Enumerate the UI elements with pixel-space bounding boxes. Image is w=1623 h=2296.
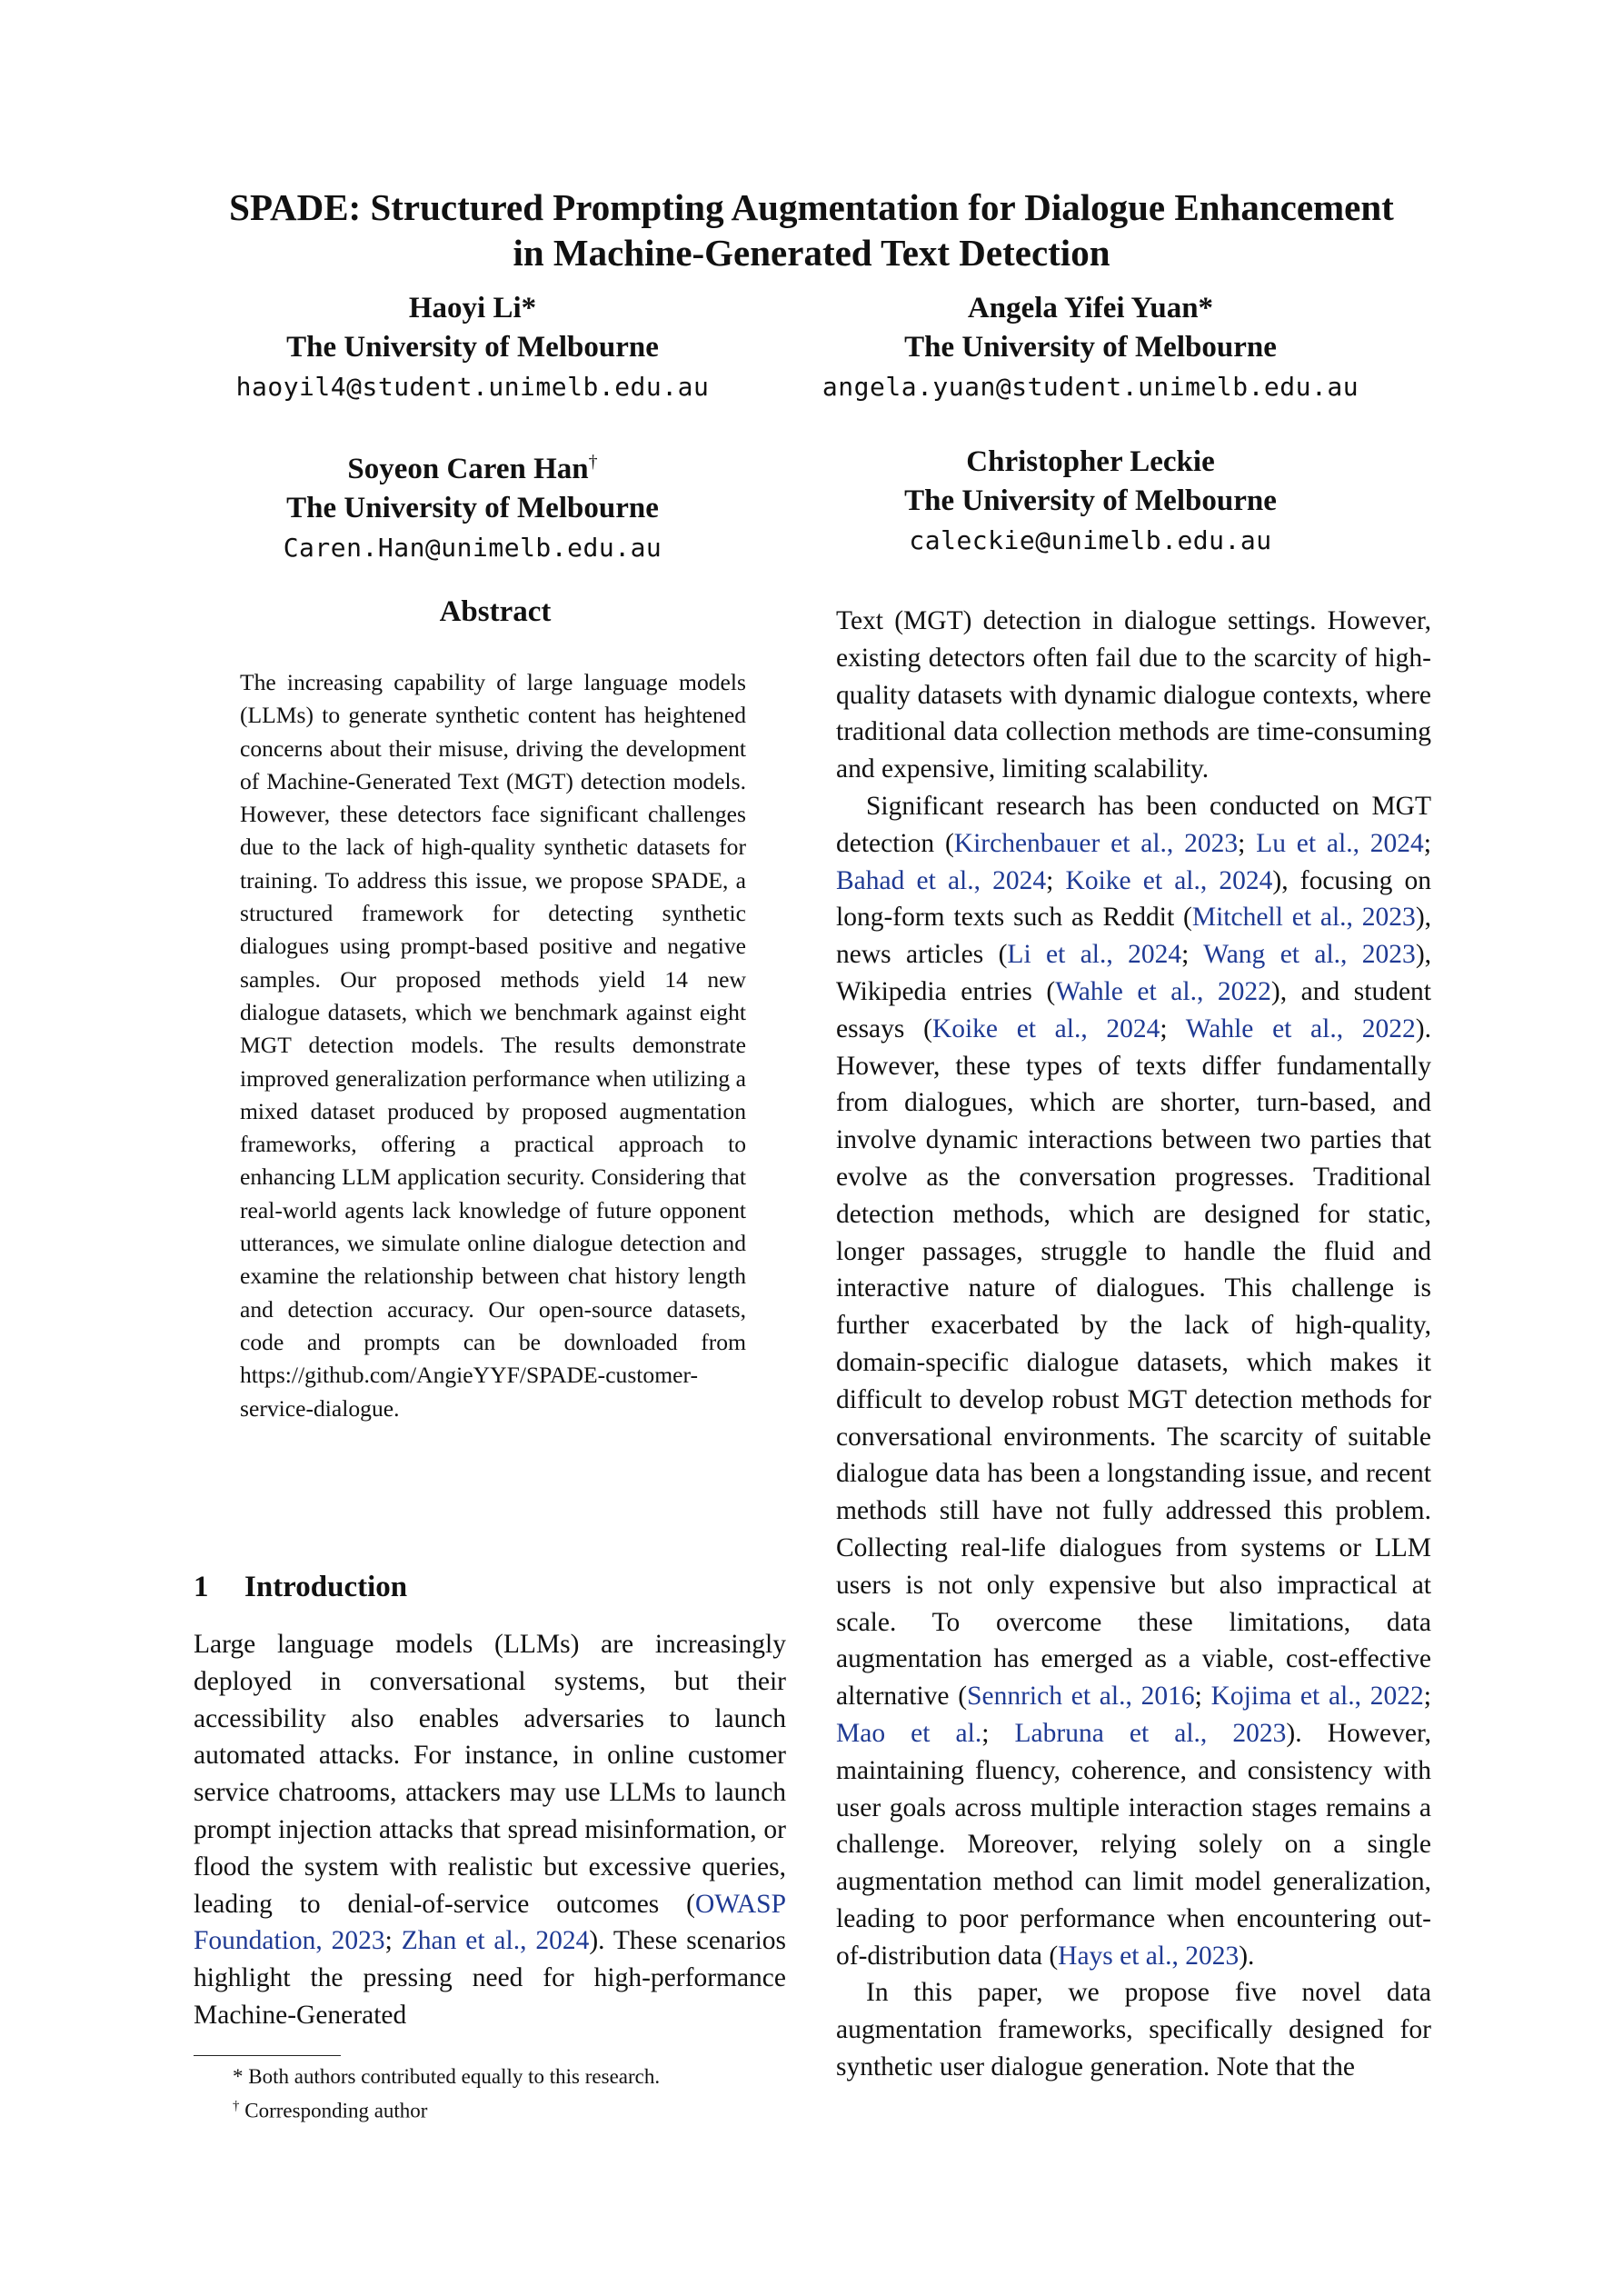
- footnote-corresponding: † Corresponding author: [233, 2099, 428, 2122]
- author-affiliation: The University of Melbourne: [286, 331, 659, 364]
- citation-link[interactable]: Wang et al., 2023: [1203, 940, 1416, 970]
- citation-link[interactable]: Wahle et al., 2022: [1185, 1013, 1416, 1043]
- citation-link[interactable]: Lu et al., 2024: [1256, 828, 1424, 858]
- intro-paragraph: Large language models (LLMs) are increasingly deployed in conversational systems, but their accessibility also enables adversaries to launch automated attacks. For instance, in online customer service chatrooms, attackers may use LLMs to launch prompt injection attacks that spread misinformation, or flood the system with realistic but excessive queries, leading to denial-of-service outcomes (OWASP Foundation, 2023; Zhan et al., 2024). These scenarios highlight the pressing need for high-performance Machine-Generated: [194, 1630, 786, 2030]
- citation-link[interactable]: Li et al., 2024: [1007, 940, 1182, 970]
- author-block-3: [200, 443, 745, 567]
- intro-left-column: [194, 1626, 786, 2034]
- paper-title: [127, 185, 1496, 275]
- section-title: Introduction: [244, 1571, 408, 1603]
- intro-paragraph: Text (MGT) detection in dialogue settings. However, existing detectors often fail due to the scarcity of high-quality datasets with dynamic dialogue contexts, where traditional data collection methods are time-consuming and expensive, limiting scalability.: [836, 606, 1431, 784]
- author-email[interactable]: haoyil4@student.unimelb.edu.au: [235, 372, 710, 402]
- author-email[interactable]: angela.yuan@student.unimelb.edu.au: [821, 372, 1359, 402]
- author-name: Angela Yifei Yuan*: [967, 292, 1214, 324]
- citation-link[interactable]: Mitchell et al., 2023: [1191, 903, 1416, 933]
- author-email[interactable]: Caren.Han@unimelb.edu.au: [283, 533, 662, 563]
- abstract-text: The increasing capability of large language models (LLMs) to generate synthetic content has heightened concerns about their misuse, driving the development of Machine-Generated Text (MGT) detection models. However, these detectors face significant challenges due to the lack of high-quality synthetic datasets for training. To address this issue, we propose SPADE, a structured framework for detecting synthetic dialogues using prompt-based positive and negative samples. Our proposed methods yield 14 new dialogue datasets, which we benchmark against eight MGT detection models. The results demonstrate improved generalization performance when utilizing a mixed dataset produced by proposed augmentation frameworks, offering a practical approach to enhancing LLM application security. Considering that real-world agents lack knowledge of future opponent utterances, we simulate online dialogue detection and examine the relationship between chat history length and detection accuracy. Our open-source datasets, code and prompts can be downloaded from https://github.com/AngieYYF/SPADE-customer-service-dialogue.: [240, 669, 746, 1422]
- citation-link[interactable]: Zhan et al., 2024: [401, 1926, 590, 1956]
- intro-right-column: [836, 603, 1431, 2086]
- author-block-1: [200, 289, 745, 406]
- intro-paragraph: In this paper, we propose five novel data augmentation frameworks, specifically designed for synthetic user dialogue generation. Note that the: [836, 1978, 1431, 2082]
- citation-link[interactable]: Kojima et al., 2022: [1210, 1682, 1424, 1712]
- author-affiliation: The University of Melbourne: [904, 331, 1277, 364]
- abstract-heading: Abstract: [439, 595, 552, 628]
- author-name: Soyeon Caren Han†: [347, 452, 598, 485]
- citation-link[interactable]: Hays et al., 2023: [1058, 1941, 1240, 1971]
- citation-link[interactable]: Koike et al., 2024: [931, 1013, 1160, 1043]
- corresponding-mark: †: [588, 452, 598, 472]
- author-block-2: [782, 289, 1399, 406]
- citation-link[interactable]: Kirchenbauer et al., 2023: [953, 828, 1239, 858]
- author-affiliation: The University of Melbourne: [904, 484, 1277, 517]
- author-name: Christopher Leckie: [966, 445, 1215, 478]
- author-email[interactable]: caleckie@unimelb.edu.au: [909, 525, 1272, 555]
- footnote-equal-contribution: * Both authors contributed equally to this research.: [233, 2065, 661, 2088]
- section-heading: [194, 1571, 407, 1604]
- section-number: 1: [194, 1571, 209, 1603]
- citation-link[interactable]: Wahle et al., 2022: [1055, 976, 1271, 1006]
- author-name: Haoyi Li*: [408, 292, 537, 324]
- footnote-rule: [194, 2055, 341, 2056]
- citation-link[interactable]: Mao et al.: [836, 1718, 982, 1748]
- intro-paragraph: Significant research has been conducted on MGT detection (Kirchenbauer et al., 2023; Lu et al., 2024; Bahad et al., 2024; Koike et al., 2024), focusing on long-form texts such as Reddit (Mitchell et al., 2023), news articles (Li et al., 2024; Wang et al., 2023), Wikipedia entries (Wahle et al., 2022), and student essays (Koike et al., 2024; Wahle et al., 2022). However, these types of texts differ fundamentally from dialogues, which are shorter, turn-based, and involve dynamic interactions between two parties that evolve as the conversation progresses. Traditional detection methods, which are designed for static, longer passages, struggle to handle the fluid and interactive nature of dialogues. This challenge is further exacerbated by the lack of high-quality, domain-specific dialogue datasets, which makes it difficult to develop robust MGT detection methods for conversational environments. The scarcity of suitable dialogue data has been a longstanding issue, and recent methods still have not fully addressed this problem. Collecting real-life dialogues from systems or LLM users is not only expensive but also impractical at scale. To overcome these limitations, data augmentation has emerged as a viable, cost-effective alternative (Sennrich et al., 2016; Kojima et al., 2022; Mao et al.; Labruna et al., 2023). However, maintaining fluency, coherence, and consistency with user goals across multiple interaction stages remains a challenge. Moreover, relying solely on a single augmentation method can limit model generalization, leading to poor performance when encountering out-of-distribution data (Hays et al., 2023).: [836, 791, 1432, 1971]
- citation-link[interactable]: Koike et al., 2024: [1065, 865, 1273, 895]
- citation-link[interactable]: Sennrich et al., 2016: [967, 1682, 1195, 1712]
- author-affiliation: The University of Melbourne: [286, 492, 659, 524]
- citation-link[interactable]: Bahad et al., 2024: [836, 865, 1047, 895]
- citation-link[interactable]: Labruna et al., 2023: [1014, 1718, 1287, 1748]
- citation-link[interactable]: OWASP Foundation, 2023: [194, 1889, 786, 1956]
- title-line-1: SPADE: Structured Prompting Augmentation for Dialogue Enhancement: [229, 186, 1394, 228]
- title-line-2: in Machine-Generated Text Detection: [513, 232, 1110, 274]
- author-block-4: [782, 443, 1399, 560]
